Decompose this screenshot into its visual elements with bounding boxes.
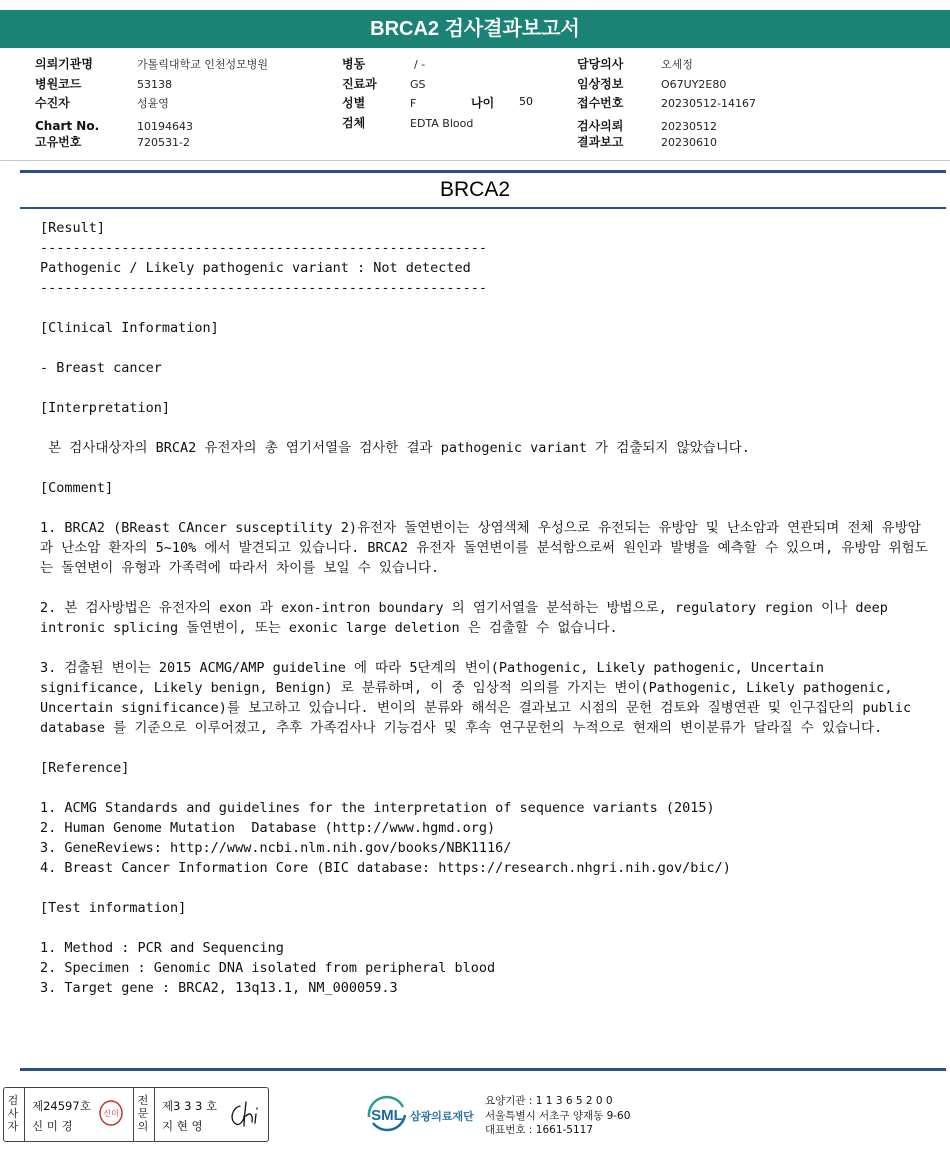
test-info-item: 2. Specimen : Genomic DNA isolated from peripheral blood xyxy=(40,960,496,976)
info-label: 의뢰기관명 xyxy=(35,57,93,71)
test-info-item: 3. Target gene : BRCA2, 13q13.1, NM_000059.3 xyxy=(40,980,398,996)
info-value: 20230512-14167 xyxy=(661,97,756,110)
examiner-name: 신 미 경 xyxy=(32,1119,73,1133)
age-label: 나이 xyxy=(471,96,495,110)
info-label: 임상정보 xyxy=(577,76,624,91)
doctor-name: 지 현 영 xyxy=(162,1119,203,1133)
reference-header: [Reference] xyxy=(40,760,130,776)
interpretation-header: [Interpretation] xyxy=(40,400,171,416)
info-value: 20230610 xyxy=(661,136,717,149)
info-value: O67UY2E80 xyxy=(661,77,727,91)
report-body xyxy=(40,218,930,998)
svg-text:SML: SML xyxy=(371,1107,403,1124)
org-name: 삼광의료재단 xyxy=(410,1110,474,1123)
doctor-signature xyxy=(226,1098,266,1132)
examiner-stamp xyxy=(98,1100,124,1126)
info-value: 53138 xyxy=(137,77,172,91)
reference-item: 4. Breast Cancer Information Core (BIC database: https://research.nhgri.nih.gov/bic/) xyxy=(40,860,731,876)
doctor-role-label: 전 문 의 xyxy=(137,1094,149,1133)
institution-address: 서울특별시 서초구 양재동 9-60 xyxy=(485,1109,631,1122)
info-row-sex xyxy=(342,94,473,114)
info-value: EDTA Blood xyxy=(410,116,474,130)
doctor-license: 제3 3 3 호 xyxy=(162,1099,218,1113)
test-info-header: [Test information] xyxy=(40,900,187,916)
info-value: F xyxy=(410,97,417,110)
info-label: 병동 xyxy=(342,57,366,71)
info-label: 고유번호 xyxy=(35,135,82,149)
comment-2: 2. 본 검사방법은 유전자의 exon 과 exon-intron boundary 의 염기서열을 분석하는 방법으로, regulatory region 이나 deep intronic splicing 돌연변이, 또는 exonic large deletion 은 검출할 수 없습니다. xyxy=(40,600,888,636)
info-value: 성윤영 xyxy=(137,97,169,110)
reference-item: 1. ACMG Standards and guidelines for the interpretation of sequence variants (2015) xyxy=(40,800,715,816)
info-label: 검체 xyxy=(342,115,366,130)
info-label: 접수번호 xyxy=(577,96,624,110)
info-label: 진료과 xyxy=(342,76,377,91)
clinical-line: - Breast cancer xyxy=(40,360,162,376)
result-line: Pathogenic / Likely pathogenic variant : Not detected xyxy=(40,260,471,276)
gene-title: BRCA2 xyxy=(439,178,511,201)
info-value: 720531-2 xyxy=(137,136,190,149)
clinical-header: [Clinical Information] xyxy=(40,320,219,336)
info-label: 성별 xyxy=(342,96,366,110)
info-column-3 xyxy=(577,55,756,153)
info-row-patient xyxy=(35,94,268,114)
info-label: Chart No. xyxy=(35,118,100,133)
info-value: 가톨릭대학교 인천성모병원 xyxy=(137,58,269,71)
info-value: GS xyxy=(410,77,426,91)
info-row-unique-no xyxy=(35,133,268,153)
signature-box xyxy=(3,1087,269,1142)
info-label: 담당의사 xyxy=(577,57,624,71)
reference-item: 2. Human Genome Mutation Database (http://www.hgmd.org) xyxy=(40,820,496,836)
info-value: 오세정 xyxy=(661,58,693,71)
section-rule-top xyxy=(20,170,946,173)
info-row-institution xyxy=(35,55,268,75)
institution-info xyxy=(485,1094,630,1138)
examiner-role-label: 검 사 자 xyxy=(7,1094,19,1133)
info-label: 결과보고 xyxy=(577,135,624,149)
info-column-2 xyxy=(342,55,473,133)
info-label: 수진자 xyxy=(35,96,70,110)
info-row-report-date xyxy=(577,133,756,153)
institution-code: 요양기관 : 1 1 3 6 5 2 0 0 xyxy=(485,1095,613,1107)
reference-item: 3. GeneReviews: http://www.ncbi.nlm.nih.gov/books/NBK1116/ xyxy=(40,840,512,856)
info-row-hospital-code xyxy=(35,75,268,95)
sml-logo-icon xyxy=(365,1093,409,1133)
examiner-license: 제24597호 xyxy=(32,1099,91,1113)
info-value: / - xyxy=(414,58,426,71)
info-column-1 xyxy=(35,55,268,153)
dash-divider: ------------------------------------------------------- xyxy=(40,240,488,256)
report-title: BRCA2 검사결과보고서 xyxy=(0,10,950,48)
header-divider xyxy=(0,160,950,161)
info-row-ward xyxy=(342,55,473,75)
svg-text:신미: 신미 xyxy=(103,1109,119,1118)
comment-1: 1. BRCA2 (BReast CAncer susceptility 2)유전자 돌연변이는 상염색체 우성으로 유전되는 유방암 및 난소암과 연관되며 전체 유방암과 난소암 환자의 5~10% 에서 발견되고 있습니다. BRCA2 유전자 돌연변이를 분석함으로써 원인과 발병을 예측할 수 있으며, 유방암 위험도는 돌연변이 유형과 가족력에 따라서 차이를 보일 수 있습니다. xyxy=(40,520,928,576)
dash-divider: ------------------------------------------------------- xyxy=(40,280,488,296)
info-row-receipt-no xyxy=(577,94,756,114)
info-value: 10194643 xyxy=(137,119,193,133)
info-row-department xyxy=(342,75,473,95)
interpretation-line: 본 검사대상자의 BRCA2 유전자의 총 염기서열을 검사한 결과 pathogenic variant 가 검출되지 않았습니다. xyxy=(40,440,750,456)
test-info-item: 1. Method : PCR and Sequencing xyxy=(40,940,284,956)
info-row-doctor xyxy=(577,55,756,75)
info-value: 20230512 xyxy=(661,119,717,133)
info-row-clinical-info xyxy=(577,75,756,95)
age-value: 50 xyxy=(519,95,533,108)
institution-phone: 대표번호 : 1661-5117 xyxy=(485,1124,594,1136)
comment-3: 3. 검출된 변이는 2015 ACMG/AMP guideline 에 따라 5단계의 변이(Pathogenic, Likely pathogenic, Uncertain significance, Likely benign, Benign) 로 분류하며, 이 중 임상적 의의를 가지는 변이(Pathogenic, Likely pathogenic, Uncertain significance)를 보고하고 있습니다. 변이의 분류와 해석은 결과보고 시점의 문헌 검토와 질병연관 및 인구집단의 public database 를 기준으로 이루어졌고, 추후 가족검사나 기능검사 및 후속 연구문헌의 누적으로 현재의 변이분류가 달라질 수 있습니다. xyxy=(40,660,912,736)
section-rule-bottom xyxy=(20,1068,946,1071)
result-header: [Result] xyxy=(40,220,106,236)
info-label: 병원코드 xyxy=(35,76,82,91)
info-label: 검사의뢰 xyxy=(577,118,624,133)
comment-header: [Comment] xyxy=(40,480,114,496)
info-row-specimen xyxy=(342,114,473,134)
section-rule-mid xyxy=(20,207,946,209)
